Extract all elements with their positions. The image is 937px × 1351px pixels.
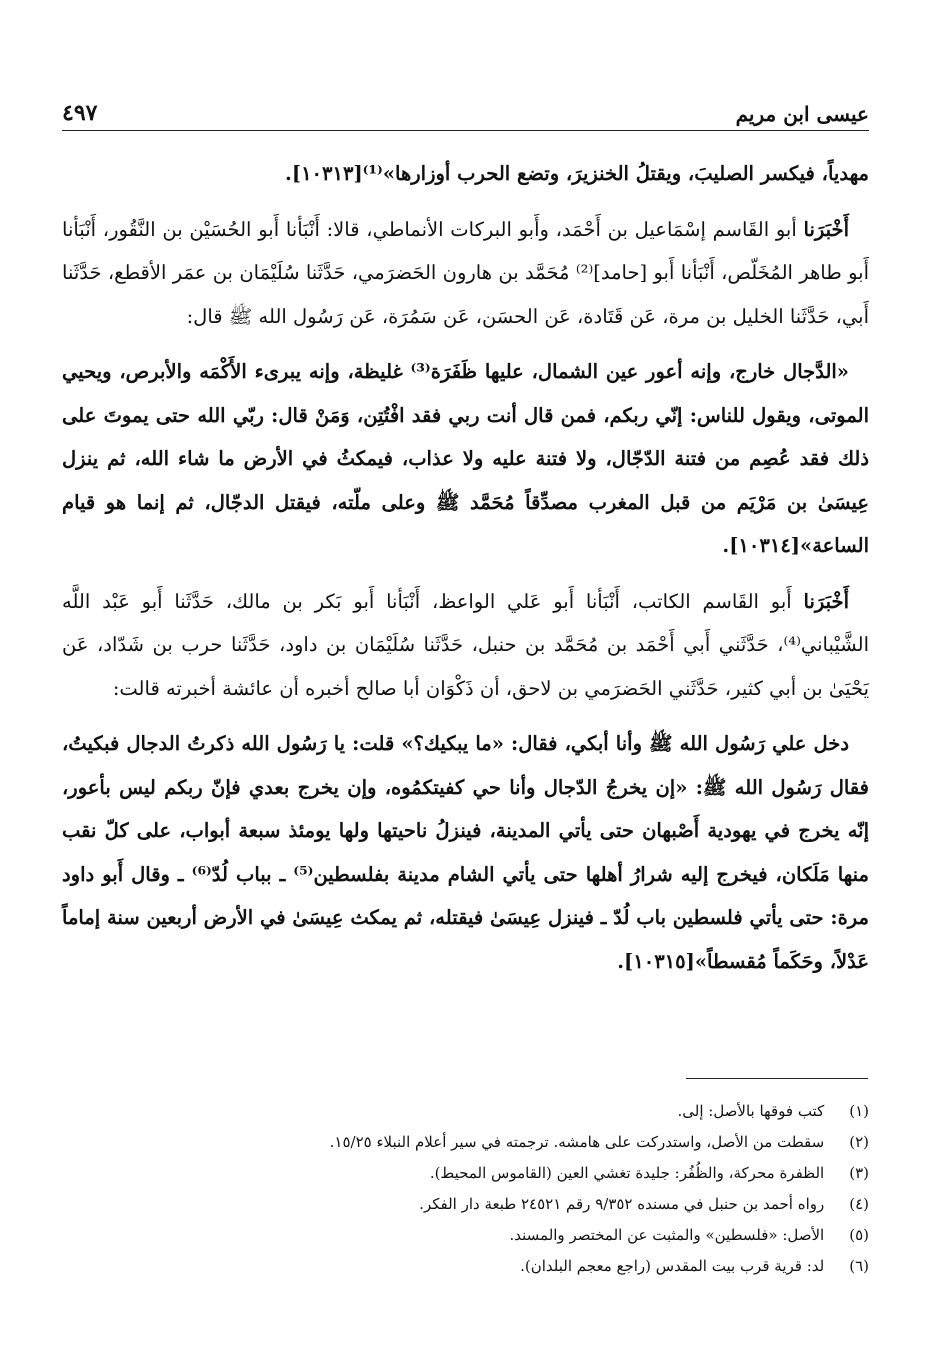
- akhbarana-keyword: أَخْبَرَنا: [803, 217, 849, 241]
- paragraph-isnad: [62, 208, 869, 339]
- paragraph-text: أبو القَاسم إسْمَاعيل بن أَحْمَد، وأَبو البركات الأنماطي، قالا: أَنْبَأنا أَبو الحُسَيْن بن النَّقُور، أَنْبَأنا أَبو طاهر المُخَلّص، أَنْبَأنا أَبو [حامد]⁽²⁾ مُحَمَّد بن هارون الحَضرَمي، حَدَّثَنا سُلَيْمَان بن عمَر الأقطع، حَدَّثَنا أَبي، حَدَّثَنا الخليل بن مرة، عَن قَتَادة، عَن الحسَن، عَن سَمُرَة، عَن رَسُول الله ﷺ قال:: [62, 217, 870, 328]
- footnote-text: الأصل: «فلسطين» والمثبت عن المختصر والمسند.: [509, 1226, 825, 1244]
- footnote: [62, 1189, 869, 1220]
- chapter-title: عيسى ابن مريم: [735, 102, 869, 126]
- paragraph-hadith: [62, 722, 869, 983]
- paragraph-isnad: [62, 580, 869, 711]
- paragraph-text: «الدَّجال خارج، وإنه أعور عين الشمال، عليها ظَفَرَة⁽³⁾ غليظة، وإنه يبرىء الأَكْمَه والأبرص، ويحيي الموتى، ويقول للناس: إنّي ربكم، فمن قال أنت ربي فقد افْتُتِن، وَمَنْ قال: ربّي الله حتى يموتَ على ذلك فقد عُصِم من فتنة الدّجّال، ولا فتنة عليه ولا عذاب، فيمكثُ في الأرض ما شاء الله، ثم ينزل عِيسَىٰ بن مَرْيَم من قبل المغرب مصدِّقاً مُحَمَّد ﷺ وعلى ملّته، فيقتل الدجّال، ثم إنما هو قيام الساعة»[١٠٣١٤].: [62, 360, 869, 557]
- footnotes: [62, 1096, 869, 1282]
- footnote-number: (١): [849, 1102, 869, 1120]
- footnote-text: لد: قرية قرب بيت المقدس (راجع معجم البلدان).: [520, 1257, 825, 1275]
- main-text: [62, 152, 869, 995]
- footnote-number: (٣): [849, 1164, 869, 1182]
- footnote-number: (٢): [849, 1133, 869, 1151]
- paragraph-text: أَبو القَاسم الكاتب، أَنْبَأنا أَبو عَلي الواعظ، أَنْبَأنا أَبو بَكر بن مالك، حَدَّثَنا أَبو عَبْد اللَّه الشَّيْباني⁽⁴⁾، حَدَّثَني أَبي أَحْمَد بن مُحَمَّد بن حنبل، حَدَّثَنا سُلَيْمَان بن داود، حَدَّثَنا حرب بن شَدّاد، عَن يَحْيَىٰ بن أبي كثير، حَدَّثَني الحَضرَمي بن لاحق، أن ذَكْوَان أبا صالح أخبره أن عائشة أخبرته قالت:: [62, 589, 869, 700]
- akhbarana-keyword: أَخْبَرَنا: [803, 589, 849, 613]
- running-header: [62, 86, 869, 131]
- footnote: [62, 1158, 869, 1189]
- footnote: [62, 1127, 869, 1158]
- footnote-number: (٦): [849, 1257, 869, 1275]
- footnote: [62, 1096, 869, 1127]
- footnote-number: (٥): [849, 1226, 869, 1244]
- footnote: [62, 1220, 869, 1251]
- footnote: [62, 1251, 869, 1282]
- paragraph-hadith: [62, 350, 869, 568]
- paragraph-continuation: [62, 152, 869, 196]
- paragraph-text: دخل علي رَسُول الله ﷺ وأنا أبكي، فقال: «ما يبكيك؟» قلت: يا رَسُول الله ذكرتُ الدجال فبكيتُ، فقال رَسُول الله ﷺ: «إن يخرجُ الدّجال وأنا حي كفيتكمُوه، وإن يخرج بعدي فإنّ ربكم ليس بأعور، إنّه يخرج في يهودية أَصْبهان حتى يأتي المدينة، فينزلُ ناحيتها ولها يومئذ سبعة أبواب، على كلّ نقب منها مَلَكان، فيخرج إليه شرارُ أهلها حتى يأتي الشام مدينة بفلسطين⁽⁵⁾ ـ بباب لُدّ⁽⁶⁾ ـ وقال أَبو داود مرة: حتى يأتي فلسطين باب لُدّ ـ فينزل عِيسَىٰ فيقتله، ثم يمكث عِيسَىٰ في الأرض أربعين سنة إماماً عَدْلاً، وحَكَماً مُقسطاً»[١٠٣١٥].: [62, 732, 869, 973]
- footnote-text: سقطت من الأصل، واستدركت على هامشه. ترجمته في سير أعلام النبلاء ١٥/٢٥.: [329, 1133, 825, 1151]
- paragraph-text: مهدياً، فيكسر الصليبَ، ويقتلُ الخنزيرَ، وتضع الحرب أوزارها»⁽¹⁾[١٠٣١٣].: [285, 162, 869, 185]
- page-number: ٤٩٧: [62, 100, 98, 126]
- footnote-text: الظفرة محركة، والظُفُر: جليدة تغشي العين (القاموس المحيط).: [429, 1164, 825, 1182]
- footnote-number: (٤): [849, 1195, 869, 1213]
- footnote-text: رواه أحمد بن حنبل في مسنده ٩/٣٥٢ رقم ٢٤٥٢١ طبعة دار الفكر.: [419, 1195, 825, 1213]
- footnote-text: كتب فوقها بالأصل: إلى.: [677, 1102, 825, 1120]
- footnote-separator: [686, 1078, 868, 1079]
